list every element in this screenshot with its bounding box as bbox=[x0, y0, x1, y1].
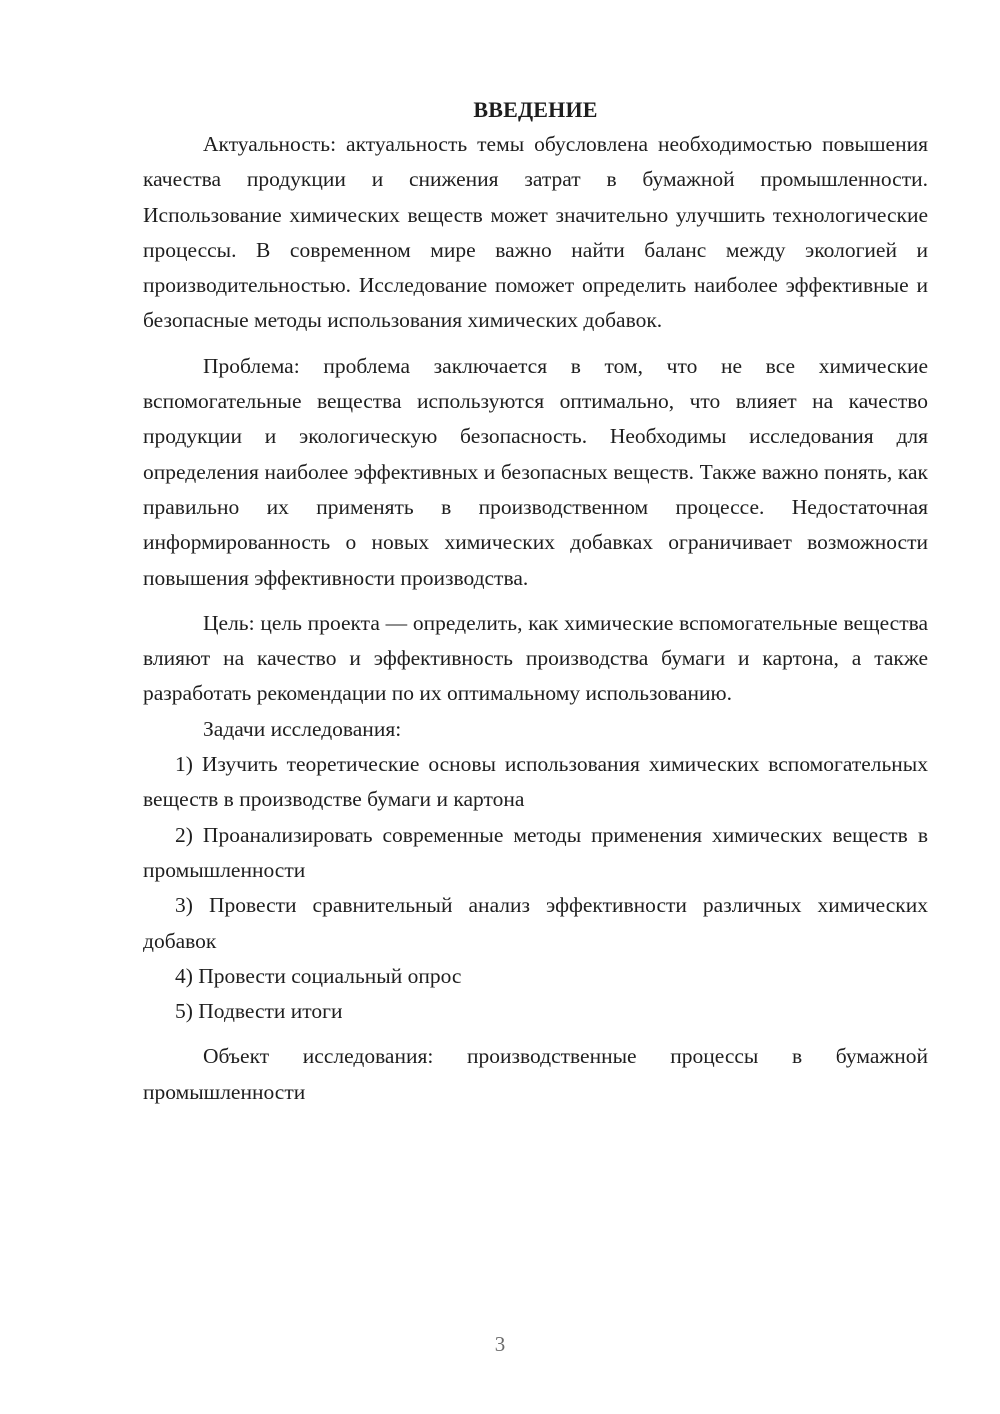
page-number: 3 bbox=[494, 1332, 506, 1356]
object-paragraph: Объект исследования: производственные процессы в бумажной промышленности bbox=[143, 1044, 928, 1104]
task-item-5: 5) Подвести итоги bbox=[175, 999, 343, 1024]
task-item-4: 4) Провести социальный опрос bbox=[175, 963, 462, 988]
task-item-2: 2) Проанализировать современные методы применения химических веществ в промышленности bbox=[143, 822, 928, 882]
task-item-1: 1) Изучить теоретические основы использования химических вспомогательных веществ в производстве бумаги и картона bbox=[143, 752, 928, 812]
task-item-3: 3) Провести сравнительный анализ эффективности различных химических добавок bbox=[143, 893, 928, 953]
section-title: ВВЕДЕНИЕ bbox=[473, 97, 598, 122]
goal-paragraph: Цель: цель проекта — определить, как химические вспомогательные вещества влияют на качество и эффективность производства бумаги и картона, а также разработать рекомендации по их оптимальному использованию. bbox=[143, 610, 928, 706]
relevance-paragraph: Актуальность: актуальность темы обусловлена необходимостью повышения качества продукции и снижения затрат в бумажной промышленности. Использование химических веществ может значительно улучшить технологические процессы. В современном мире важно найти баланс между экологией и производительностью. Исследование поможет определить наиболее эффективные и безопасные методы использования химических добавок. bbox=[143, 132, 928, 333]
problem-paragraph: Проблема: проблема заключается в том, что не все химические вспомогательные вещества используются оптимально, что влияет на качество продукции и экологическую безопасность. Необходимы исследования для определения наиболее эффективных и безопасных веществ. Также важно понять, как правильно их применять в производственном процессе. Недостаточная информированность о новых химических добавках ограничивает возможности повышения эффективности производства. bbox=[143, 353, 928, 590]
tasks-heading: Задачи исследования: bbox=[203, 716, 402, 741]
page-body bbox=[143, 92, 928, 1110]
